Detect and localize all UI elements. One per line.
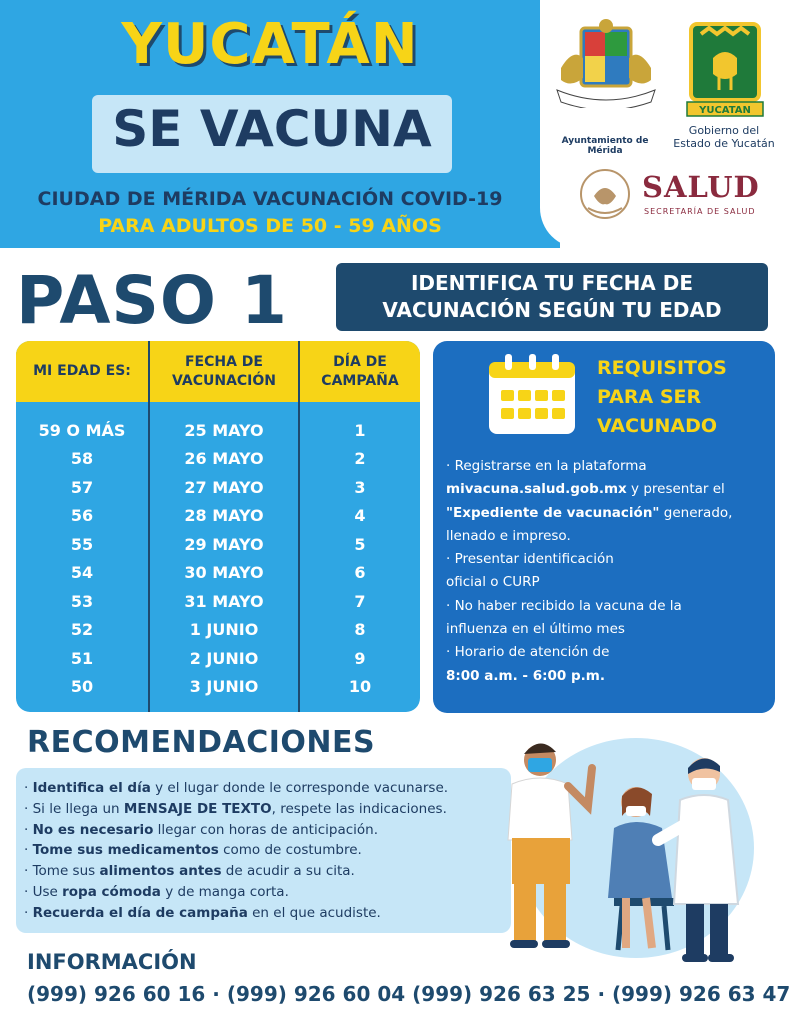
campaign-line: CIUDAD DE MÉRIDA VACUNACIÓN COVID-19 xyxy=(37,188,503,210)
recommendation-text: llegar con horas de anticipación. xyxy=(153,821,378,838)
recommendation-text: · xyxy=(24,821,33,838)
requirements-list xyxy=(446,455,772,688)
recommendation-bold-text: Recuerda el día de campaña xyxy=(32,904,248,921)
vaccination-illustration xyxy=(476,728,782,974)
req-text: generado, xyxy=(659,504,733,521)
recommendations-title: RECOMENDACIONES xyxy=(27,725,376,760)
recommendation-text: en el que acudiste. xyxy=(247,904,381,921)
vaccination-schedule-table xyxy=(16,341,420,712)
row-campaign-day: 10 xyxy=(348,677,372,696)
row-age: 51 xyxy=(70,648,94,668)
recommendation-text: · xyxy=(24,842,33,859)
header-day-line-1: DÍA DE xyxy=(333,353,387,370)
yucatan-coat-of-arms-logo xyxy=(683,18,767,120)
recommendation-bold-text: alimentos antes xyxy=(99,863,222,880)
step-instruction xyxy=(382,270,721,324)
row-date: 26 MAYO xyxy=(184,449,264,468)
recommendation-bold-text: Identifica el día xyxy=(32,780,151,796)
row-age: 55 xyxy=(70,534,94,554)
row-campaign-day: 8 xyxy=(354,620,366,639)
recommendation-text: · xyxy=(24,780,33,796)
yucatan-label-line-2: Estado de Yucatán xyxy=(673,137,775,150)
salud-logo-subtext: SECRETARÍA DE SALUD xyxy=(644,207,756,216)
req-line: oficial o CURP xyxy=(446,574,540,591)
step-instruction-line-1: IDENTIFICA TU FECHA DE xyxy=(410,271,694,295)
row-age: 59 O MÁS xyxy=(38,420,126,440)
row-date: 28 MAYO xyxy=(184,506,264,525)
recommendation-text: · xyxy=(24,904,33,921)
row-date: 3 JUNIO xyxy=(189,677,259,696)
recommendation-item xyxy=(24,840,514,861)
req-line: · Registrarse en la plataforma xyxy=(446,458,647,474)
recommendation-text: y el lugar donde le corresponde vacunarse. xyxy=(150,780,449,796)
req-line xyxy=(446,502,772,525)
row-age: 53 xyxy=(70,591,94,611)
recommendation-bold-text: ropa cómoda xyxy=(62,883,161,900)
row-age: 54 xyxy=(70,563,94,582)
vaccine-platform-link[interactable]: mivacuna.salud.gob.mx xyxy=(446,481,627,498)
row-date: 31 MAYO xyxy=(184,591,264,611)
row-date: 25 MAYO xyxy=(184,420,264,440)
recommendations-list xyxy=(24,778,514,924)
page-title: YUCATÁN xyxy=(121,12,419,77)
header-age-label: MI EDAD ES: xyxy=(33,363,131,379)
header-campaign-day xyxy=(300,341,420,402)
req-line xyxy=(446,478,772,501)
row-age: 50 xyxy=(70,677,94,696)
req-text: y presentar el xyxy=(626,481,725,498)
info-phone-numbers[interactable]: (999) 926 60 16 · (999) 926 60 04 (999) 926 63 25 · (999) 926 63 47 xyxy=(27,982,791,1006)
header-date-line-1: FECHA DE xyxy=(184,353,263,370)
req-line: influenza en el último mes xyxy=(446,621,625,638)
row-campaign-day: 1 xyxy=(354,420,366,440)
mexico-national-seal-icon xyxy=(572,166,638,222)
recommendation-bold-text: Tome sus medicamentos xyxy=(32,842,219,859)
svg-text:YUCATAN: YUCATAN xyxy=(699,105,751,116)
row-age: 58 xyxy=(70,449,94,468)
header-age xyxy=(16,341,148,402)
step-instruction-line-2: VACUNACIÓN SEGÚN TU EDAD xyxy=(382,298,722,322)
row-age: 56 xyxy=(70,506,94,525)
req-line: · No haber recibido la vacuna de la xyxy=(446,597,682,614)
step-instruction-box xyxy=(336,263,768,331)
calendar-icon xyxy=(485,352,579,438)
row-age: 52 xyxy=(70,620,94,639)
req-line: · Presentar identificación xyxy=(446,551,614,568)
recommendation-item xyxy=(24,820,514,841)
row-campaign-day: 5 xyxy=(354,534,366,554)
step-label: PASO 1 xyxy=(16,262,288,339)
row-date: 1 JUNIO xyxy=(189,620,259,639)
row-campaign-day: 7 xyxy=(354,591,366,611)
recommendation-item xyxy=(24,882,514,903)
header-date-line-2: VACUNACIÓN xyxy=(171,372,276,389)
recommendation-bold-text: No es necesario xyxy=(32,821,154,838)
row-campaign-day: 2 xyxy=(354,449,366,468)
age-range-line: PARA ADULTOS DE 50 - 59 AÑOS xyxy=(98,215,442,237)
info-title: INFORMACIÓN xyxy=(27,950,197,974)
requirements-title-line-3: VACUNADO xyxy=(597,415,718,437)
req-line: llenado e impreso. xyxy=(446,527,571,544)
req-schedule-hours: 8:00 a.m. - 6:00 p.m. xyxy=(446,667,605,684)
salud-logo-text: SALUD xyxy=(642,170,760,204)
row-date: 29 MAYO xyxy=(184,534,264,554)
yucatan-label-line-1: Gobierno del xyxy=(688,124,760,137)
recommendation-item xyxy=(24,778,514,799)
row-date: 27 MAYO xyxy=(184,477,264,497)
recommendation-text: · Tome sus xyxy=(24,863,100,880)
recommendation-item xyxy=(24,903,514,924)
yucatan-logo-label xyxy=(672,124,776,150)
merida-logo-label: Ayuntamiento de Mérida xyxy=(561,136,649,156)
req-bold-text: "Expediente de vacunación" xyxy=(446,504,660,521)
row-campaign-day: 3 xyxy=(354,477,366,497)
recommendation-text: , respete las indicaciones. xyxy=(271,800,447,817)
recommendation-item xyxy=(24,861,514,882)
requirements-title-line-1: REQUISITOS xyxy=(597,357,727,379)
row-campaign-day: 4 xyxy=(354,506,366,525)
row-campaign-day: 9 xyxy=(354,648,366,668)
requirements-title xyxy=(597,354,727,441)
recommendation-text: · Si le llega un xyxy=(24,800,124,817)
recommendation-text: como de costumbre. xyxy=(218,842,362,859)
page-subtitle: SE VACUNA xyxy=(112,100,432,158)
row-campaign-day: 6 xyxy=(354,563,366,582)
recommendation-text: y de manga corta. xyxy=(160,883,289,900)
row-date: 30 MAYO xyxy=(184,563,264,582)
row-age: 57 xyxy=(70,477,94,497)
recommendation-bold-text: MENSAJE DE TEXTO xyxy=(123,800,272,817)
header-day-line-2: CAMPAÑA xyxy=(321,372,399,389)
row-date: 2 JUNIO xyxy=(189,648,259,668)
recommendation-text: · Use xyxy=(24,883,63,900)
header-date xyxy=(150,341,298,402)
recommendation-text: de acudir a su cita. xyxy=(221,863,355,880)
req-line: · Horario de atención de xyxy=(446,644,610,661)
requirements-title-line-2: PARA SER xyxy=(597,386,702,408)
recommendation-item xyxy=(24,799,514,820)
merida-coat-of-arms-logo xyxy=(553,18,659,108)
